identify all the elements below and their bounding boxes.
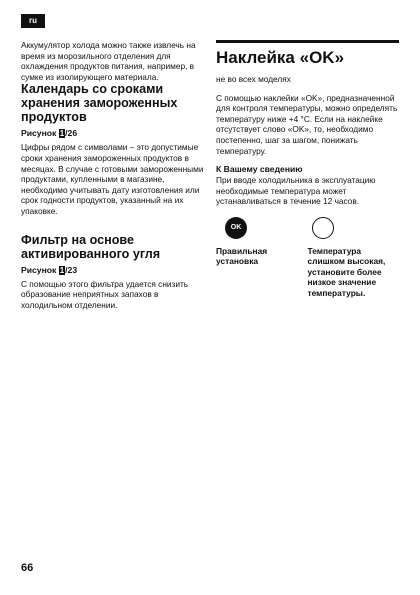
section-rule — [216, 40, 399, 43]
filter-body: С помощью этого фильтра удается снизить образование неприятных запахов в холодильном отделении. — [21, 278, 189, 310]
calendar-body: Цифры рядом с символами – это допустимые сроки хранения замороженных продуктов в месяцах. В случае с готовыми замороженными продуктами, купленными в магазине, необходимо учитывать дату изготовления или срок годности продуктов, указанный на их упаковке. — [21, 142, 204, 216]
language-tag: ru — [21, 14, 45, 28]
calendar-heading: Календарь со сроками хранения замороженных продуктов — [21, 82, 178, 125]
info-subheading: К Вашему сведению — [216, 164, 303, 175]
right-column — [216, 40, 399, 298]
ok-sticker-heading: Наклейка «OK» — [216, 48, 345, 67]
figure-label: Рисунок — [21, 264, 57, 275]
intro-paragraph: Аккумулятор холода можно также извлечь на время из морозильного отделения для охлаждения продуктов питания, например, в сумке из изолирующего материала. — [21, 40, 196, 82]
indicator-label-too-high: Температура слишком высокая, установите более низкое значение температуры. — [307, 245, 386, 298]
info-body: При вводе холодильника в эксплуатацию необходимые температура может устанавливаться в течение 12 часов. — [216, 175, 376, 207]
indicator-label-correct: Правильная установка — [216, 245, 268, 267]
ok-indicator-icon: OK — [225, 217, 247, 239]
figure-number-badge: 1 — [59, 129, 65, 139]
indicator-too-high — [308, 217, 400, 298]
left-column — [21, 40, 207, 310]
indicator-legend — [216, 217, 399, 298]
filter-figure-ref — [21, 265, 207, 275]
figure-suffix: /23 — [65, 264, 78, 275]
ok-sticker-body: С помощью наклейки «OK», предназначенной для контроля температуры, можно определять температуру ниже +4 °C. Если на наклейке отсутствует слово «OK», то, необходимо постепенно, шаг за шагом, понижать температуру. — [216, 92, 398, 156]
figure-label: Рисунок — [21, 128, 57, 139]
ok-sticker-note: не во всех моделях — [216, 74, 291, 84]
empty-indicator-icon — [312, 217, 334, 239]
calendar-figure-ref — [21, 128, 207, 138]
page-number: 66 — [21, 562, 34, 574]
figure-suffix: /26 — [65, 128, 78, 139]
filter-heading: Фильтр на основе активированного угля — [21, 232, 161, 261]
indicator-correct — [216, 217, 308, 298]
figure-number-badge: 1 — [59, 265, 65, 275]
